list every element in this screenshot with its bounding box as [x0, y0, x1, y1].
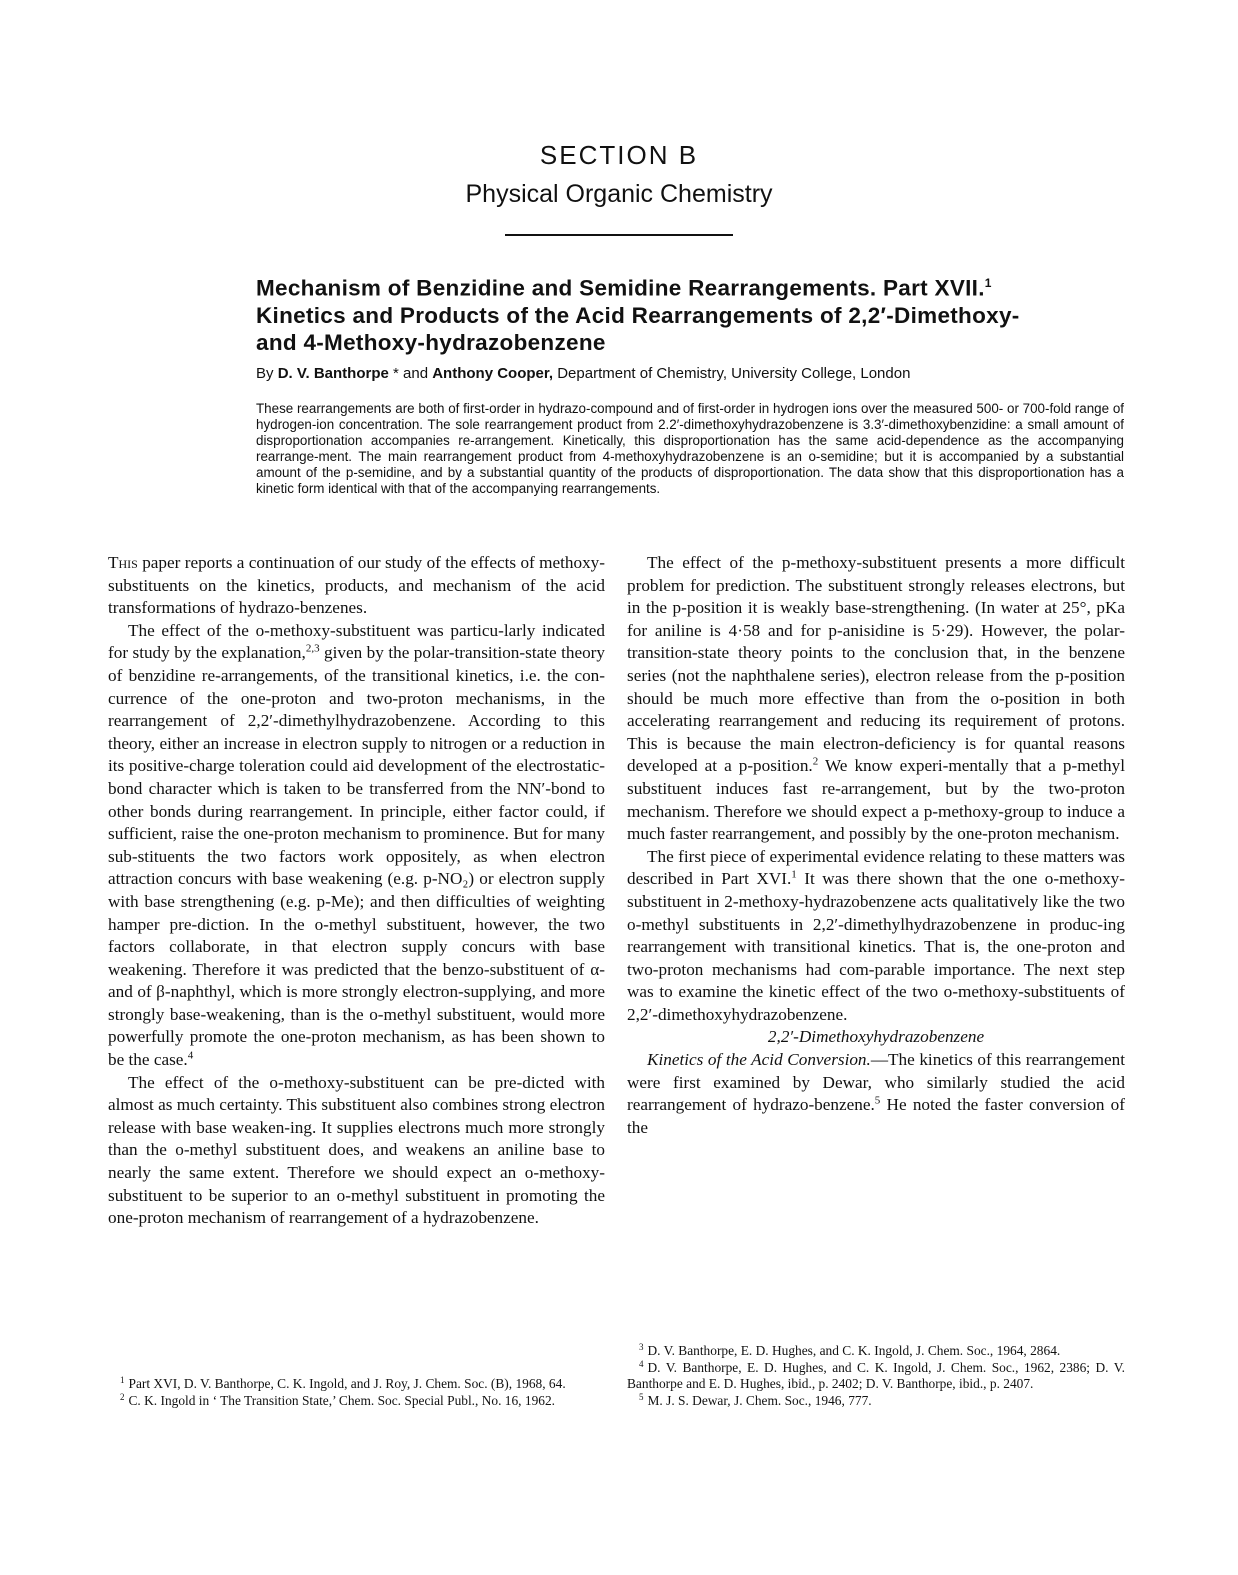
- footnote: [108, 1393, 605, 1409]
- by-label: By: [256, 365, 274, 382]
- paragraph-5-text-a: The first piece of experimental evidence relating to these matters was described in Part XVI.: [627, 846, 1125, 889]
- footnote-mark: 1: [120, 1374, 125, 1385]
- corresponding-mark: *: [388, 365, 404, 382]
- header-rule: [505, 234, 733, 236]
- paragraph-1: [108, 552, 605, 620]
- paragraph-4-text-b: We know experi-mentally that a p-methyl substituent induces fast re-arrangement, but by the two-proton mechanism. Therefore we should expect a p-methoxy-group to induce a much faster rearrangement, and possibly by the one-proton mechanism.: [627, 756, 1125, 844]
- and-label: and: [403, 365, 429, 382]
- paragraph-1-text: paper reports a continuation of our study of the effects of methoxy-substituents on the kinetics, products, and mechanism of the acid transformations of hydrazo-benzenes.: [108, 553, 605, 618]
- run-in-heading: Kinetics of the Acid Conversion.: [647, 1050, 871, 1070]
- paragraph-4: [627, 552, 1125, 846]
- paragraph-6: [627, 1049, 1125, 1139]
- section-title: Physical Organic Chemistry: [465, 180, 773, 208]
- footnote-text: C. K. Ingold in ‘ The Transition State,’ Chem. Soc. Special Publ., No. 16, 1962.: [128, 1393, 556, 1408]
- section-label: SECTION B: [539, 140, 699, 170]
- affiliation: Department of Chemistry, University College, London: [557, 365, 911, 382]
- footnote-text: Part XVI, D. V. Banthorpe, C. K. Ingold, and J. Roy, J. Chem. Soc. (B), 1968, 64.: [128, 1376, 566, 1391]
- title-line-3: and 4-Methoxy-hydrazobenzene: [256, 329, 606, 355]
- footnote-mark: 4: [639, 1358, 644, 1369]
- footnote: [108, 1376, 605, 1392]
- footnotes-left: [108, 1376, 605, 1410]
- citation-ref: 5: [874, 1094, 881, 1107]
- title-line-1: Mechanism of Benzidine and Semidine Rearrangements. Part XVII.: [256, 275, 985, 301]
- footnotes-right: [627, 1343, 1125, 1410]
- footnote-mark: 3: [639, 1341, 644, 1352]
- author-1: D. V. Banthorpe: [277, 365, 389, 382]
- footnote-text: D. V. Banthorpe, E. D. Hughes, and C. K. Ingold, J. Chem. Soc., 1964, 2864.: [647, 1343, 1061, 1358]
- footnote-mark: 2: [120, 1391, 125, 1402]
- paragraph-3: The effect of the o-methoxy-substituent can be pre-dicted with almost as much certainty. This substituent also combines strong electron release with base weaken-ing. It supplies electrons much more strongly than the o-methyl substituent does, and weakens an aniline base to nearly the same extent. Therefore we should expect an o-methoxy-substituent to be superior to an o-methyl substituent in promoting the one-proton mechanism of rearrangement of a hydrazobenzene.: [108, 1072, 605, 1228]
- footnote-text: M. J. S. Dewar, J. Chem. Soc., 1946, 777.: [647, 1393, 872, 1408]
- lead-word: This: [108, 553, 138, 572]
- abstract: These rearrangements are both of first-order in hydrazo-compound and of first-order in hydrogen ions over the measured 500- or 700-fold range of hydrogen-ion concentration. The sole rearrangement product from 2.2′-dimethoxyhydrazobenzene is 3.3′-dimethoxybenzidine: a small amount of disproportionation accompanies re-arrangement. Kinetically, this disproportionation has the same acid-dependence as the accompanying rearrange-ment. The main rearrangement product from 4-methoxyhydrazobenzene is an o-semidine; but it is accompanied by a substantial amount of the p-semidine, and by a substantial quantity of the products of disproportionation. The data show that this disproportionation has a kinetic form identical with that of the accompanying rearrangements.: [256, 401, 1124, 496]
- subsection-heading: 2,2′-Dimethoxyhydrazobenzene: [767, 1027, 985, 1047]
- citation-ref: 2,3: [305, 642, 320, 655]
- footnote: [627, 1393, 1125, 1409]
- footnote-mark: 5: [639, 1391, 644, 1402]
- paragraph-5-text-b: It was there shown that the one o-methoxy-substituent in 2-methoxy-hydrazobenzene acts qualitatively like the two o-methyl substituents in 2,2′-dimethylhydrazobenzene in produc-ing rearrangement with transitional kinetics. That is, the one-proton and two-proton mechanisms had com-parable importance. The next step was to examine the kinetic effect of the two o-methoxy-substituents of 2,2′-dimethoxyhydrazobenzene.: [627, 869, 1125, 1024]
- paragraph-2-text-b: given by the polar-transition-state theory of benzidine re-arrangements, of the transitional kinetics, i.e. the con-currence of the one-proton and two-proton mechanisms, in the rearrangement of 2,2′-dimethylhydrazobenzene. According to this theory, either an increase in electron supply to nitrogen or a reduction in its positive-charge toleration could aid development of the electrostatic-bond character which is taken to be transferred from the NN′-bond to other bonds during rearrangement. In principle, either factor could, if sufficient, raise the one-proton mechanism to prominence. But for many sub-stituents the two factors work oppositely, as when electron attraction concurs with base weakening (e.g. p-NO₂) or electron supply with base strengthening (e.g. p-Me); and then difficulties of weighting hamper pre-diction. In the o-methyl substituent, however, the two factors collaborate, in that electron supply concurs with base weakening. Therefore it was predicted that the benzo-substituent of α- and of β-naphthyl, which is more strongly electron-supplying, and more strongly base-weakening, than is the o-methyl substituent, would more powerfully promote the one-proton mechanism, as has been shown to be the case.: [108, 643, 605, 1070]
- citation-ref: 2: [812, 755, 819, 768]
- footnote: [627, 1360, 1125, 1392]
- author-2: Anthony Cooper,: [432, 365, 554, 382]
- article-title: [256, 270, 1126, 356]
- title-ref: 1: [984, 276, 992, 290]
- paragraph-6-text-a: —The kinetics of this rearrangement were first examined by Dewar, who similarly studied the acid rearrangement of hydrazo-benzene.: [627, 1050, 1125, 1115]
- title-line-2: Kinetics and Products of the Acid Rearrangements of 2,2′-Dimethoxy-: [256, 302, 1020, 328]
- footnote: [627, 1343, 1125, 1359]
- body-column-right: [627, 552, 1125, 1139]
- paragraph-5: [627, 846, 1125, 1027]
- paragraph-4-text-a: The effect of the p-methoxy-substituent presents a more difficult problem for prediction. The substituent strongly releases electrons, but in the p-position it is weakly base-strengthening. (In water at 25°, pKa for aniline is 4·58 and for p-anisidine is 5·29). However, the polar-transition-state theory points to the conclusion that, in the benzene series (not the naphthalene series), electron release from the p-position should be much more effective than from the o-position in both accelerating rearrangement and reducing its requirement of protons. This is because the main electron-deficiency is for quantal reasons developed at a p-position.: [627, 553, 1125, 776]
- citation-ref: 4: [187, 1049, 194, 1062]
- byline: [256, 365, 1136, 382]
- citation-ref: 1: [791, 868, 797, 881]
- body-column-left: [108, 552, 605, 1230]
- paragraph-2-text-a: The effect of the o-methoxy-substituent was particu-larly indicated for study by the explanation,: [108, 620, 605, 663]
- paragraph-2: [108, 620, 605, 1072]
- paragraph-6-text-b: He noted the faster conversion of the: [627, 1095, 1125, 1137]
- footnote-text: D. V. Banthorpe, E. D. Hughes, and C. K. Ingold, J. Chem. Soc., 1962, 2386; D. V. Banthorpe and E. D. Hughes, ibid., p. 2402; D. V. Banthorpe, ibid., p. 2407.: [627, 1360, 1125, 1391]
